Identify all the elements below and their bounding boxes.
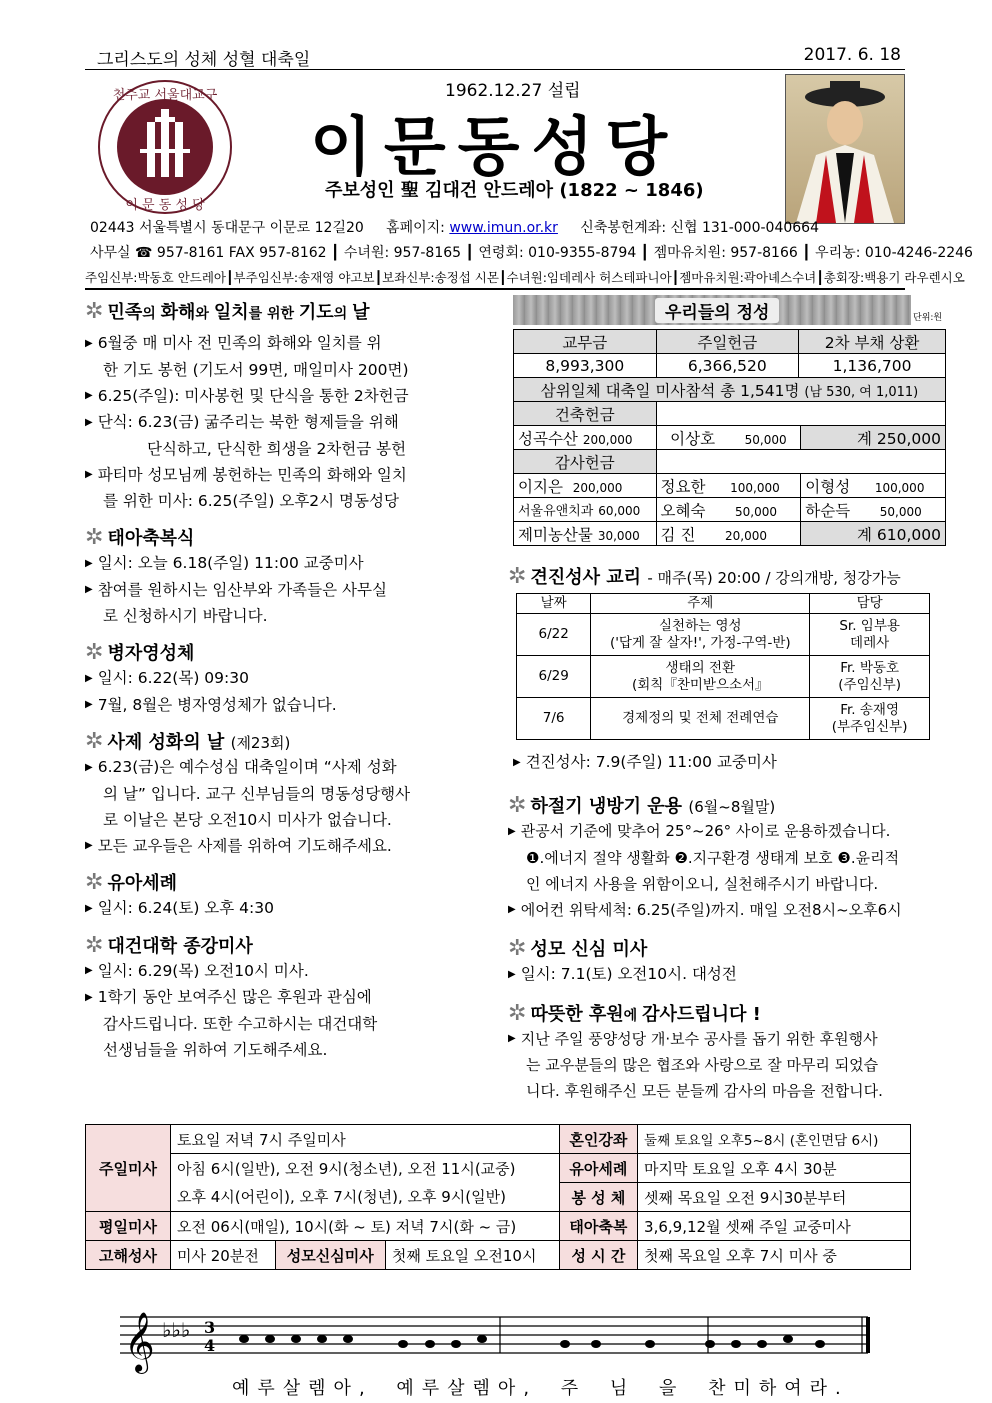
cat-date: 7/6	[517, 698, 591, 740]
cat-date: 6/22	[517, 614, 591, 656]
schedule-value: 첫째 목요일 오후 7시 미사 중	[638, 1241, 911, 1270]
list-item: ▶ 일시: 7.1(토) 오전10시. 대성전	[508, 965, 737, 983]
section-sick-communion-title: ✲ 병자영성체	[85, 640, 195, 665]
sparkle-icon: ✲	[508, 1000, 527, 1026]
sunday-label: 주일미사	[86, 1125, 171, 1212]
sparkle-icon: ✲	[85, 525, 104, 550]
offering-value: 6,366,520	[656, 354, 799, 378]
staff-president: 총회장:백용기 라우렌시오	[823, 270, 965, 285]
cat-header: 날짜	[517, 594, 591, 614]
confession-label: 고해성사	[86, 1241, 171, 1270]
list-item: ▶ 일시: 6.24(토) 오후 4:30	[85, 899, 274, 917]
music-staff	[120, 1305, 880, 1377]
sparkle-icon: ✲	[85, 932, 104, 958]
list-item: ▶ 견진성사: 7.9(주일) 11:00 교중미사	[513, 753, 777, 771]
list-item: ▶ 단식: 6.23(금) 굶주리는 북한 형제들을 위해 단식하고, 단식한 희생을 2차헌금 봉헌	[85, 413, 407, 458]
offering-value: 1,136,700	[799, 354, 946, 378]
section-priest-day-title: ✲ 사제 성화의 날 (제23회)	[85, 729, 291, 754]
staff-line: 주임신부:박동호 안드레아┃부주임신부:송재영 야고보┃보좌신부:송정섭 시몬┃수녀원:임데레사 허스테파니아┃젬마유치원:곽아녜스수녀┃총회장:백용기 라우렌시오	[85, 270, 965, 285]
offering-value: 8,993,300	[514, 354, 657, 378]
marian-time: 첫째 토요일 오전10시	[385, 1241, 559, 1270]
contact-convent: 수녀원: 957-8165	[343, 245, 462, 261]
cat-topic: 경제정의 및 전체 전례연습	[591, 698, 810, 740]
list-item: ▶ 참여를 원하시는 임산부와 가족들은 사무실 로 신청하시기 바랍니다.	[85, 580, 387, 625]
contact-kindergarten: 젬마유치원: 957-8166	[653, 245, 798, 261]
offering-header: 2차 부채 상환	[799, 330, 946, 354]
offering-unit: 단위:원	[913, 313, 943, 323]
thanks-total: 계 610,000	[801, 522, 946, 546]
list-item: ▶ 에어컨 위탁세척: 6.25(주일)까지. 매일 오전8시~오후6시	[508, 900, 902, 919]
building-total: 계 250,000	[801, 426, 946, 450]
donor-cell: 정요한 100,000	[656, 474, 801, 498]
svg-text:4: 4	[204, 1336, 216, 1355]
staff-pastor: 주임신부:박동호 안드레아	[85, 270, 227, 285]
thanks-label: 감사헌금	[514, 450, 657, 474]
schedule-label: 혼인강좌	[559, 1125, 637, 1154]
weekday-time: 오전 06시(매일), 10시(화 ~ 토) 저녁 7시(화 ~ 금)	[171, 1212, 560, 1241]
parish-logo	[95, 77, 235, 217]
sunday-time: 아침 6시(일반), 오전 9시(청소년), 오전 11시(교중)	[171, 1154, 560, 1183]
contact-farm: 우리농: 010-4246-2246	[815, 245, 973, 261]
schedule-value: 마지막 토요일 오후 4시 30분	[638, 1154, 911, 1183]
schedule-label: 유아세례	[559, 1154, 637, 1183]
right-lower-column	[508, 792, 938, 1104]
building-label: 건축헌금	[514, 402, 657, 426]
cat-speaker: Fr. 박동호 (주임신부)	[810, 656, 930, 698]
feast-title: 그리스도의 성체 성혈 대축일	[97, 50, 311, 70]
schedule-value: 3,6,9,12월 셋째 주일 교중미사	[638, 1212, 911, 1241]
offering-header: 주일헌금	[656, 330, 799, 354]
offering-title: 우리들의 정성	[655, 298, 779, 323]
svg-text:𝄞: 𝄞	[124, 1312, 155, 1372]
svg-text:3: 3	[204, 1318, 216, 1337]
donor-cell: 이상호 50,000	[656, 426, 801, 450]
cat-topic: 생태의 전환 (회칙『찬미받으소서』	[591, 656, 810, 698]
schedule-value: 셋째 목요일 오전 9시30분부터	[638, 1183, 911, 1212]
list-item: ▶ 모든 교우들은 사제를 위하여 기도해주세요.	[85, 836, 392, 855]
list-item: ▶ 6.23(금)은 예수성심 대축일이며 “사제 성화 의 날” 입니다. 교구 신부님들의 명동성당행사 로 이날은 본당 오전10시 미사가 없습니다.	[85, 758, 411, 829]
svg-text:천주교 서울대교구: 천주교 서울대교구	[112, 88, 218, 103]
donation-table	[513, 401, 946, 546]
founded-date: 1962.12.27 설립	[445, 81, 581, 101]
sunday-time: 토요일 저녁 7시 주일미사	[171, 1125, 560, 1154]
svg-text:이 문 동 성 당: 이 문 동 성 당	[125, 198, 205, 213]
section-cooling-title: ✲ 하절기 냉방기 운용 (6월~8월말)	[508, 793, 776, 818]
cat-header: 담당	[810, 594, 930, 614]
donor-cell: 이지은 200,000	[514, 474, 657, 498]
contact-funeral: 연령회: 010-9355-8794	[478, 245, 637, 261]
contacts-line: 사무실 ☎ 957-8161 FAX 957-8162 ┃ 수녀원: 957-8165 ┃ 연령회: 010-9355-8794 ┃ 젬마유치원: 957-8166 ┃ 우리농: 010-4246-2246	[90, 245, 973, 261]
sparkle-icon: ✲	[85, 299, 104, 324]
donor-cell: 오혜숙 50,000	[656, 498, 801, 522]
notes	[239, 1335, 825, 1348]
section-reconciliation-title: ✲ 민족의 화해와 일치를 위한 기도의 날	[85, 299, 370, 324]
confession-time: 미사 20분전	[171, 1241, 276, 1270]
offering-header: 교무금	[514, 330, 657, 354]
list-item: ▶ 7월, 8월은 병자영성체가 없습니다.	[85, 695, 337, 714]
marian-label: 성모신심미사	[275, 1241, 385, 1270]
attendance-cell: 삼위일체 대축일 미사참석 총 1,541명 (남 530, 여 1,011)	[514, 378, 946, 402]
staff-kindergarten: 젬마유치원:곽아녜스수녀	[679, 270, 817, 285]
donor-cell: 제미농산물 30,000	[514, 522, 657, 546]
mass-schedule-table	[85, 1124, 911, 1270]
section-infant-baptism-title: ✲ 유아세례	[85, 870, 177, 895]
list-item: ▶ 6월중 매 미사 전 민족의 화해와 일치를 위 한 기도 봉헌 (기도서 99면, 매일미사 200면)	[85, 334, 409, 379]
staff-vicar: 보좌신부:송정섭 시몬	[382, 270, 499, 285]
patron-saint: 주보성인 聖 김대건 안드레아 (1822 ~ 1846)	[325, 180, 704, 201]
account: 신축봉헌계좌: 신협 131-000-040664	[580, 220, 819, 236]
section-marian-title: ✲ 성모 신심 미사	[508, 936, 648, 961]
svg-text:♭♭♭: ♭♭♭	[162, 1318, 191, 1342]
staff-sisters: 수녀원:임데레사 허스테파니아	[506, 270, 672, 285]
contact-office: 사무실 ☎ 957-8161 FAX 957-8162	[90, 245, 327, 261]
schedule-label: 태아축복	[559, 1212, 637, 1241]
sparkle-icon: ✲	[85, 640, 104, 665]
cat-header: 주제	[591, 594, 810, 614]
sparkle-icon: ✲	[508, 564, 527, 589]
offering-table	[513, 329, 946, 402]
donor-cell: 성곡수산 200,000	[514, 426, 657, 450]
cat-topic: 실천하는 영성 ('답게 잘 살자!', 가정-구역-반)	[591, 614, 810, 656]
cat-date: 6/29	[517, 656, 591, 698]
sparkle-icon: ✲	[85, 729, 104, 754]
section-college-mass-title: ✲ 대건대학 종강미사	[85, 932, 253, 958]
sunday-time: 오후 4시(어린이), 오후 7시(청년), 오후 9시(일반)	[171, 1183, 560, 1212]
top-line	[85, 45, 905, 70]
list-item: ▶ 지난 주일 풍양성당 개·보수 공사를 돕기 위한 후원행사 는 교우분들의 많은 협조와 사랑으로 잘 마무리 되었습 니다. 후원해주신 모든 분들께 감사의 마음을 전합니다.	[508, 1029, 883, 1100]
list-item: ▶ 일시: 6.22(목) 09:30	[85, 669, 249, 687]
confirmation-table	[516, 593, 930, 740]
list-item: ▶ 일시: 오늘 6.18(주일) 11:00 교중미사	[85, 554, 364, 572]
section-thanks-title: ✲ 따뜻한 후원에 감사드립니다 !	[508, 1000, 761, 1026]
sparkle-icon: ✲	[508, 936, 527, 961]
saint-portrait	[785, 74, 905, 224]
schedule-value: 둘째 토요일 오후5~8시 (혼인면담 6시)	[638, 1125, 911, 1154]
sparkle-icon: ✲	[85, 870, 104, 895]
bulletin-date: 2017. 6. 18	[803, 45, 901, 65]
left-column	[85, 298, 500, 1063]
header-divider	[85, 288, 905, 290]
parish-name: 이문동성당	[310, 111, 680, 185]
list-item: ▶ 1학기 동안 보여주신 많은 후원과 관심에 감사드립니다. 또한 수고하시는 대건대학 선생님들을 위하여 기도해주세요.	[85, 988, 378, 1059]
donor-cell: 이형성 100,000	[801, 474, 946, 498]
address: 02443 서울특별시 동대문구 이문로 12길20	[90, 220, 364, 236]
staff-assistant: 부주임신부:송재영 야고보	[233, 270, 375, 285]
donor-cell: 하순득 50,000	[801, 498, 946, 522]
song-lyrics: 예루살렘아, 예루살렘아, 주 님 을 찬미하여라.	[232, 1378, 849, 1399]
cat-speaker: Fr. 송재영 (부주임신부)	[810, 698, 930, 740]
donor-cell: 서울유앤치과 60,000	[514, 498, 657, 522]
address-line	[90, 217, 819, 237]
section-blessing-title: ✲ 태아축복식	[85, 525, 195, 550]
list-item: ▶ 6.25(주일): 미사봉헌 및 단식을 통한 2차헌금	[85, 386, 409, 405]
weekday-label: 평일미사	[86, 1212, 171, 1241]
homepage-label: 홈페이지:	[386, 220, 445, 236]
section-confirmation-title: ✲ 견진성사 교리 - 매주(목) 20:00 / 강의개방, 청강가능	[508, 564, 901, 589]
list-item: ▶ 관공서 기준에 맞추어 25°~26° 사이로 운용하겠습니다. ❶.에너지 절약 생활화 ❷.지구환경 생태계 보호 ❸.윤리적 인 에너지 사용을 위함이오니, 실천해주시기 바랍니다.	[508, 822, 900, 893]
schedule-label: 봉 성 체	[559, 1183, 637, 1212]
cat-speaker: Sr. 임부용 데레사	[810, 614, 930, 656]
homepage-link[interactable]: www.imun.or.kr	[449, 220, 558, 236]
list-item: ▶ 일시: 6.29(목) 오전10시 미사.	[85, 961, 309, 980]
sparkle-icon: ✲	[508, 793, 527, 818]
donor-cell: 김 진 20,000	[656, 522, 801, 546]
list-item: ▶ 파티마 성모님께 봉헌하는 민족의 화해와 일치 를 위한 미사: 6.25(주일) 오후2시 명동성당	[85, 465, 407, 510]
offering-banner	[513, 295, 911, 325]
schedule-label: 성 시 간	[559, 1241, 637, 1270]
